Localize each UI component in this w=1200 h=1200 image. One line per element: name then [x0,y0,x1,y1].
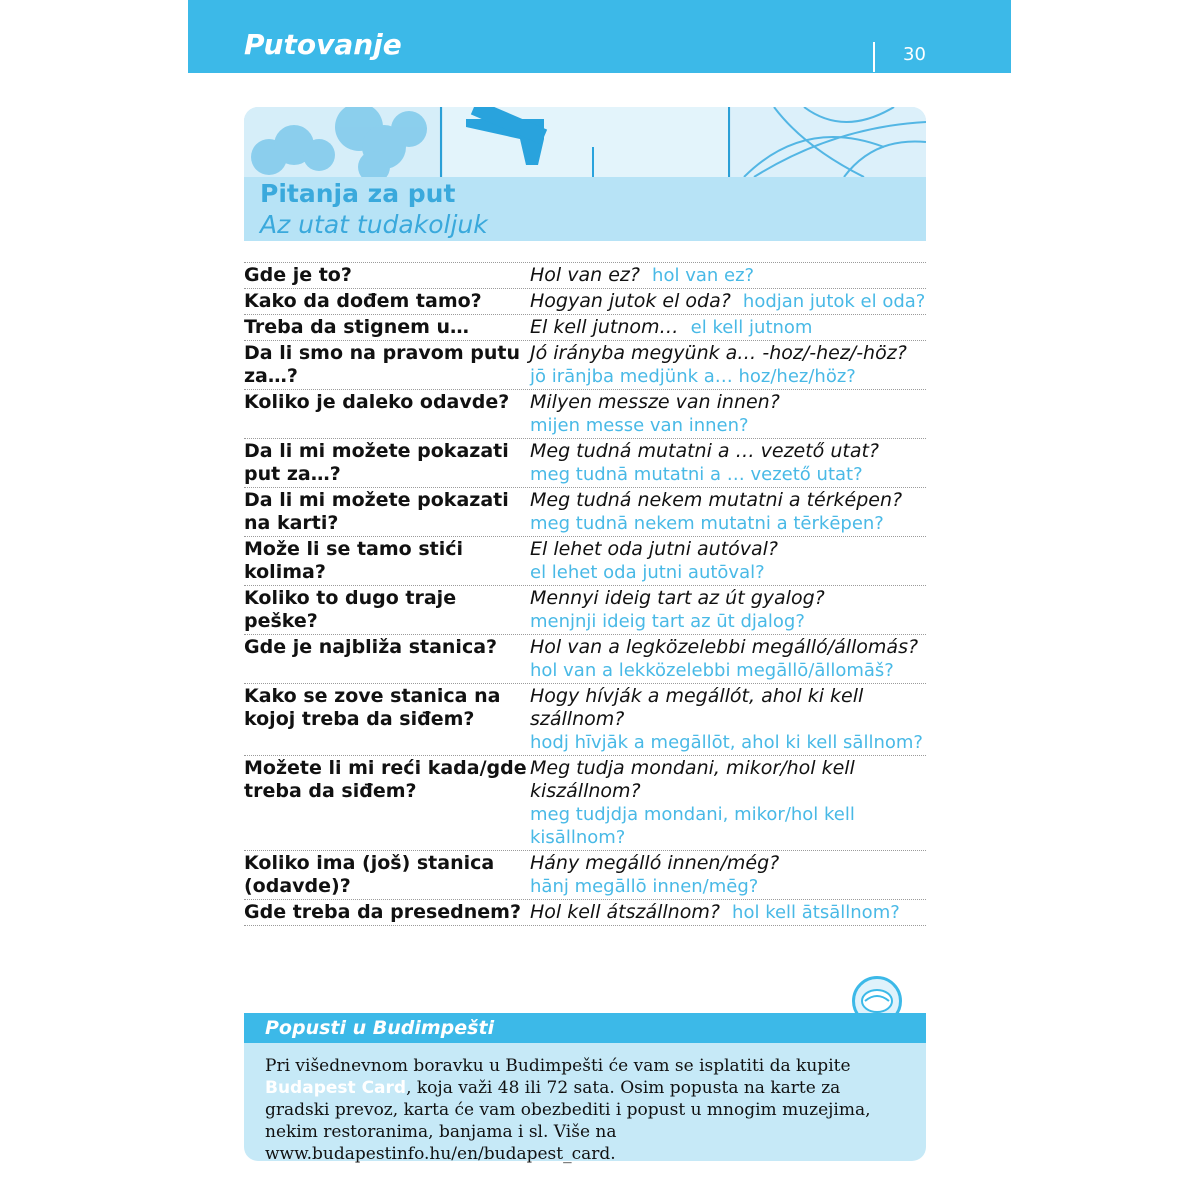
info-box-header [244,1013,926,1043]
pronunciation: meg tudjdja mondani, mikor/hol kell kisāllnom? [530,804,855,848]
hungarian-cell [530,851,926,899]
hungarian-cell [530,390,926,438]
hungarian-phrase: El lehet oda jutni autóval? [530,538,779,560]
hungarian-cell [530,684,926,755]
phrase-row [244,586,926,635]
info-highlight: Budapest Card [265,1078,407,1098]
pronunciation: hol van ez? [652,265,755,286]
pronunciation: hodj hīvjāk a megāllōt, ahol ki kell sāllnom? [530,732,923,753]
hungarian-phrase: Hol kell átszállnom? [530,901,720,923]
hungarian-phrase: Milyen messze van innen? [530,391,780,413]
phrase-row [244,684,926,756]
serbian-phrase: Može li se tamo stići kolima? [244,538,464,583]
hungarian-phrase: Jó irányba megyünk a… -hoz/-hez/-höz? [530,342,907,364]
pronunciation: el lehet oda jutni autōval? [530,562,765,583]
page-number: 30 [903,44,926,65]
phrase-table [244,262,926,926]
phrase-row [244,488,926,537]
phrase-row [244,900,926,926]
phrasebook-page [188,0,1011,1200]
hungarian-phrase: Meg tudná mutatni a … vezető utat? [530,440,880,462]
info-box-body [244,1043,926,1164]
section-subtitle: Az utat tudakoljuk [260,210,488,239]
serbian-phrase: Koliko je daleko odavde? [244,391,510,413]
pronunciation: jō irānjba medjünk a… hoz/hez/höz? [530,366,856,387]
phrase-row [244,756,926,851]
serbian-phrase: Gde treba da presednem? [244,901,521,923]
serbian-phrase: Gde je to? [244,264,352,286]
section-title: Pitanja za put [260,179,456,208]
banner-photos [244,107,926,177]
hungarian-cell [530,756,926,850]
serbian-phrase: Da li smo na pravom putu za…? [244,342,520,387]
hungarian-cell [530,900,926,925]
pronunciation: hānj megāllō innen/mēg? [530,876,759,897]
pronunciation: hodjan jutok el oda? [742,291,926,312]
hungarian-cell [530,537,926,585]
hungarian-cell [530,586,926,634]
hungarian-phrase: El kell jutnom… [530,316,679,338]
serbian-phrase: Kako se zove stanica na kojoj treba da siđem? [244,685,501,730]
phrase-row [244,289,926,315]
phrase-row [244,390,926,439]
hungarian-phrase: Hány megálló innen/még? [530,852,780,874]
pronunciation: meg tudnā nekem mutatni a tērkēpen? [530,513,884,534]
serbian-phrase: Možete li mi reći kada/gde treba da siđem? [244,757,527,802]
serbian-phrase: Koliko ima (još) stanica (odavde)? [244,852,495,897]
serbian-phrase: Kako da dođem tamo? [244,290,482,312]
pronunciation: mijen messe van innen? [530,415,749,436]
phrase-row [244,537,926,586]
info-text-before: Pri višednevnom boravku u Budimpešti će vam se isplatiti da kupite [265,1056,851,1076]
hungarian-cell [530,635,926,683]
pronunciation: meg tudnā mutatni a … vezető utat? [530,464,863,485]
serbian-phrase: Da li mi možete pokazati put za…? [244,440,509,485]
hungarian-cell [530,315,926,340]
hungarian-cell [530,488,926,536]
serbian-phrase: Da li mi možete pokazati na karti? [244,489,509,534]
page-header [188,0,1011,73]
phrase-row [244,851,926,900]
pronunciation: el kell jutnom [690,317,813,338]
hungarian-phrase: Hol van a legközelebbi megálló/állomás? [530,636,919,658]
pronunciation: hol van a lekközelebbi megāllō/āllomāš? [530,660,894,681]
serbian-phrase: Koliko to dugo traje peške? [244,587,457,632]
serbian-phrase: Treba da stignem u… [244,316,470,338]
hungarian-phrase: Hol van ez? [530,264,640,286]
phrase-row [244,262,926,289]
hungarian-phrase: Hogyan jutok el oda? [530,290,731,312]
phrase-row [244,439,926,488]
hungarian-cell [530,263,926,288]
hungarian-phrase: Meg tudná nekem mutatni a térképen? [530,489,903,511]
phrase-row [244,635,926,684]
chapter-title: Putovanje [244,28,402,61]
serbian-phrase: Gde je najbliža stanica? [244,636,498,658]
hungarian-cell [530,289,926,314]
info-box-title: Popusti u Budimpešti [265,1017,495,1039]
phrase-row [244,315,926,341]
hungarian-cell [530,439,926,487]
phrase-row [244,341,926,390]
pronunciation: menjnji ideig tart az ūt djalog? [530,611,805,632]
pronunciation: hol kell ātsāllnom? [732,902,900,923]
section-banner [244,107,926,241]
hungarian-phrase: Hogy hívják a megállót, ahol ki kell szállnom? [530,685,864,730]
hungarian-phrase: Mennyi ideig tart az út gyalog? [530,587,825,609]
hungarian-phrase: Meg tudja mondani, mikor/hol kell kiszállnom? [530,757,855,802]
header-divider [873,42,875,72]
info-text-after: , koja važi 48 ili 72 sata. Osim popusta na karte za gradski prevoz, karta će vam obezbediti i popust u mnogim muzejima, nekim restoranima, banjama i sl. Više na www.budapestinfo.hu/en/budapest_card. [265,1078,871,1164]
hungarian-cell [530,341,926,389]
